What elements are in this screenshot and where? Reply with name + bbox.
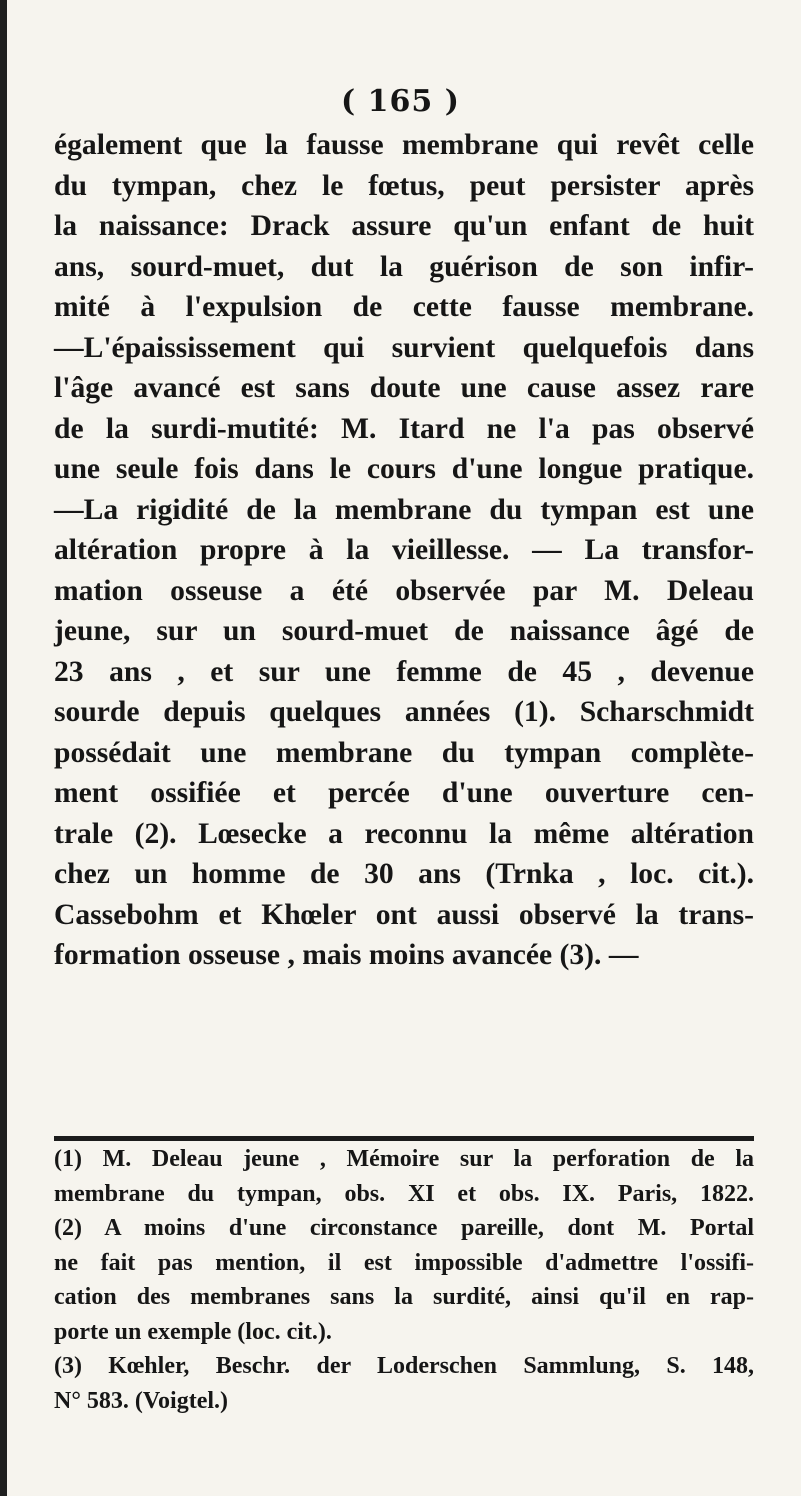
body-line: possédait une membrane du tympan complète-	[54, 736, 754, 769]
body-line: ment ossifiée et percée d'une ouverture cen-	[54, 777, 754, 809]
body-line: ans, sourd-muet, dut la guérison de son infir-	[54, 250, 754, 283]
body-line: mation osseuse a été observée par M. Deleau	[54, 574, 754, 607]
footnote-line: (2) A moins d'une circonstance pareille, dont M. Portal	[54, 1215, 754, 1241]
body-line: sourde depuis quelques années (1). Scharschmidt	[54, 696, 754, 728]
body-line: mité à l'expulsion de cette fausse membrane.	[54, 291, 754, 323]
body-line: du tympan, chez le fœtus, peut persister après	[54, 169, 754, 202]
body-line: —L'épaississement qui survient quelquefois dans	[54, 331, 754, 364]
body-line: —La rigidité de la membrane du tympan est une	[54, 493, 754, 526]
body-text	[54, 125, 754, 976]
body-line: une seule fois dans le cours d'une longue pratique.	[54, 453, 754, 485]
body-line: altération propre à la vieillesse. — La transfor-	[54, 534, 754, 566]
body-line: formation osseuse , mais moins avancée (3). —	[54, 939, 639, 971]
footnote-line: (1) M. Deleau jeune , Mémoire sur la perforation de la	[54, 1146, 754, 1172]
footnote-line: membrane du tympan, obs. XI et obs. IX. Paris, 1822.	[54, 1180, 754, 1207]
body-line: jeune, sur un sourd-muet de naissance âgé de	[54, 615, 754, 647]
footnote-line: (3) Kœhler, Beschr. der Loderschen Sammlung, S. 148,	[54, 1353, 754, 1379]
body-line: la naissance: Drack assure qu'un enfant de huit	[54, 210, 754, 242]
footnotes	[54, 1142, 754, 1418]
page-binding-edge	[0, 0, 7, 1496]
body-line: l'âge avancé est sans doute une cause assez rare	[54, 372, 754, 404]
footnote-separator-rule	[54, 1136, 754, 1141]
body-line: de la surdi-mutité: M. Itard ne l'a pas observé	[54, 412, 754, 445]
body-line: trale (2). Lœsecke a reconnu la même altération	[54, 817, 754, 850]
footnote-line: porte un exemple (loc. cit.).	[54, 1318, 332, 1345]
footnote-line: cation des membranes sans la surdité, ainsi qu'il en rap-	[54, 1284, 754, 1310]
body-line: également que la fausse membrane qui revêt celle	[54, 129, 754, 161]
body-line: Cassebohm et Khœler ont aussi observé la trans-	[54, 898, 754, 931]
body-line: chez un homme de 30 ans (Trnka , loc. cit.).	[54, 858, 754, 890]
body-line: 23 ans , et sur une femme de 45 , devenue	[54, 655, 754, 688]
footnote-line: ne fait pas mention, il est impossible d'admettre l'ossifi-	[54, 1249, 754, 1276]
page-number: ( 165 )	[341, 84, 460, 119]
footnote-line: N° 583. (Voigtel.)	[54, 1387, 229, 1414]
